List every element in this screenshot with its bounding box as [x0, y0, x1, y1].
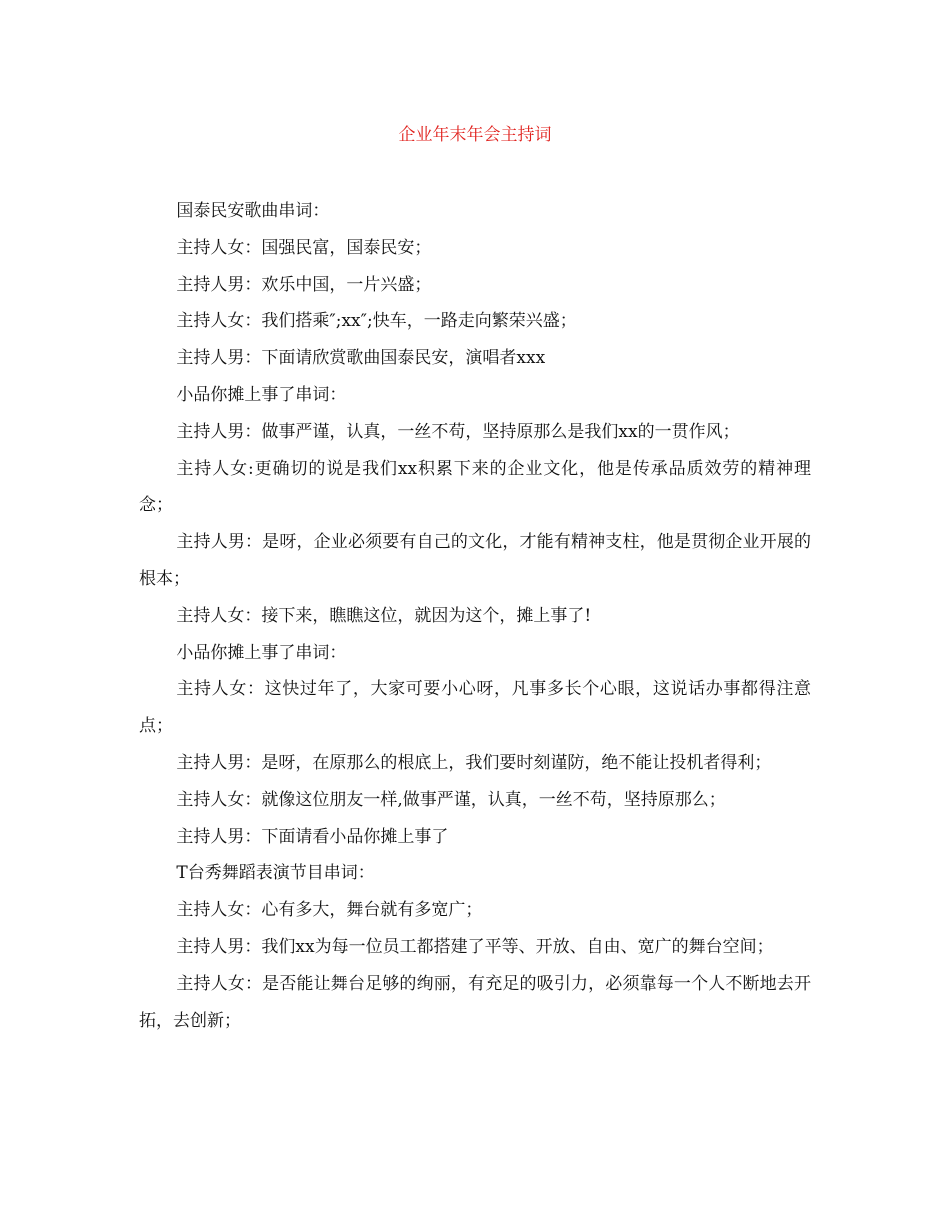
paragraph: T台秀舞蹈表演节目串词：: [176, 863, 375, 884]
paragraph: 主持人女：这快过年了，大家可要小心呀，凡事多长个心眼，这说话办事都得注意点；: [139, 679, 811, 737]
paragraph: 主持人女：心有多大，舞台就有多宽广；: [176, 900, 483, 921]
paragraph: 主持人女：就像这位朋友一样,做事严谨，认真，一丝不苟，坚持原那么；: [176, 789, 726, 810]
paragraph: 主持人女：国强民富，国泰民安；: [176, 237, 432, 258]
paragraph: 国泰民安歌曲串词：: [176, 201, 330, 221]
paragraph: 主持人男：下面请看小品你摊上事了: [176, 826, 449, 847]
paragraph: 主持人男：是呀，在原那么的根底上，我们要时刻谨防，绝不能让投机者得利；: [176, 752, 772, 773]
paragraph: 主持人男：是呀，企业必须要有自己的文化，才能有精神支柱，他是贯彻企业开展的根本；: [139, 532, 811, 589]
paragraph: 主持人男：我们xx为每一位员工都搭建了平等、开放、自由、宽广的舞台空间；: [176, 936, 774, 957]
paragraph: 主持人男：下面请欣赏歌曲国泰民安，演唱者xxx: [176, 348, 546, 369]
paragraph: 小品你摊上事了串词：: [176, 384, 347, 405]
paragraph: 主持人女:更确切的说是我们xx积累下来的企业文化，他是传承品质效劳的精神理念；: [139, 458, 811, 516]
document-title: 企业年末年会主持词: [398, 125, 552, 145]
paragraph: 主持人女：是否能让舞台足够的绚丽，有充足的吸引力，必须靠每一个人不断地去开拓，去创新；: [139, 973, 811, 1031]
paragraph: 主持人女：接下来，瞧瞧这位，就因为这个，摊上事了!: [176, 605, 592, 626]
paragraph: 小品你摊上事了串词：: [176, 642, 347, 663]
paragraph: 主持人男：做事严谨，认真，一丝不苟，坚持原那么是我们xx的一贯作风；: [176, 421, 740, 442]
paragraph: 主持人女：我们搭乘″;xx″;快车，一路走向繁荣兴盛；: [176, 311, 577, 332]
document-body: [139, 193, 811, 1039]
paragraph: 主持人男：欢乐中国，一片兴盛；: [176, 274, 432, 295]
